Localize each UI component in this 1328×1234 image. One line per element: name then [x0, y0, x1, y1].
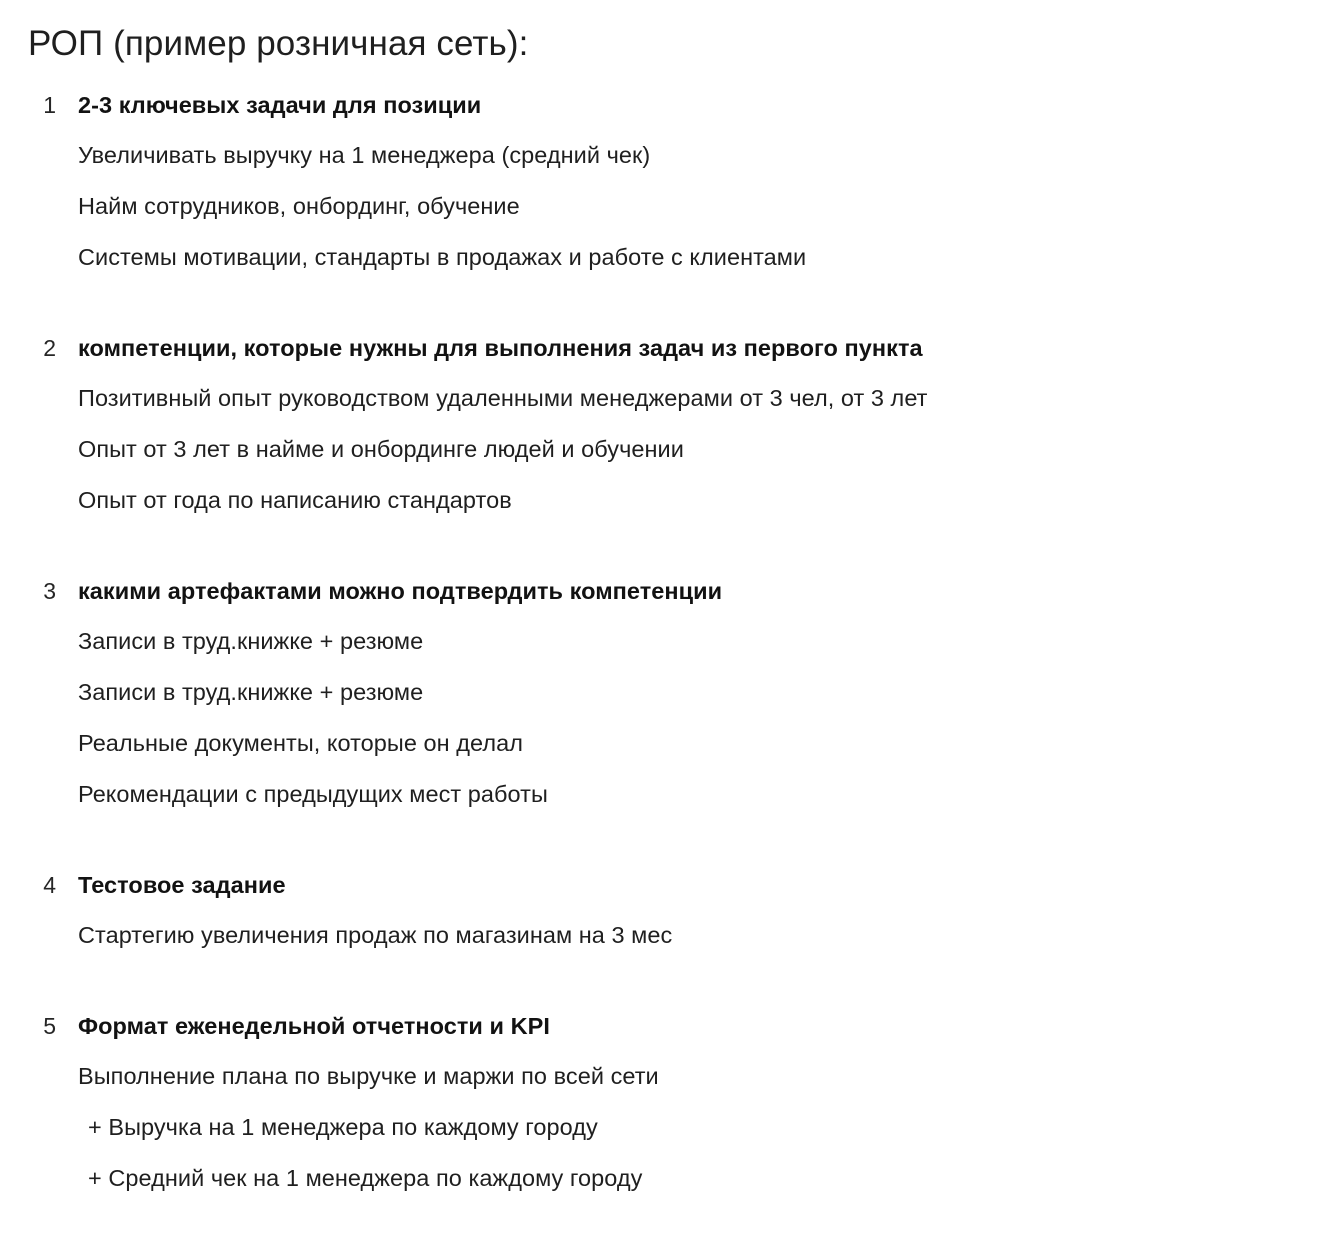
list-item: [28, 860, 1288, 961]
list-item-marker: 3: [43, 577, 56, 604]
list-item-detail: Системы мотивации, стандарты в продажах и работе с клиентами: [78, 243, 807, 270]
list-item-marker: 1: [43, 91, 56, 118]
list-item-detail: Стартегию увеличения продаж по магазинам на 3 мес: [78, 921, 673, 948]
list-item-detail: + Средний чек на 1 менеджера по каждому городу: [88, 1164, 643, 1191]
numbered-list: [28, 80, 1288, 1204]
list-item-title: Формат еженедельной отчетности и KPI: [78, 1012, 550, 1039]
page-title: РОП (пример розничная сеть):: [28, 24, 529, 63]
list-item-detail: Найм сотрудников, онбординг, обучение: [78, 192, 520, 219]
list-item-detail: Увеличивать выручку на 1 менеджера (средний чек): [78, 141, 651, 168]
list-item: [28, 566, 1288, 820]
list-item-body: [56, 566, 1288, 820]
list-item-detail: + Выручка на 1 менеджера по каждому городу: [88, 1113, 598, 1140]
list-item-detail: Опыт от 3 лет в найме и онбординге людей и обучении: [78, 435, 684, 462]
list-item-detail: Реальные документы, которые он делал: [78, 729, 524, 756]
list-item-body: [56, 860, 1288, 961]
list-item-detail: Позитивный опыт руководством удаленными менеджерами от 3 чел, от 3 лет: [78, 384, 928, 411]
list-item-body: [56, 1001, 1288, 1204]
list-item: [28, 80, 1288, 283]
list-item-title: компетенции, которые нужны для выполнения задач из первого пункта: [78, 334, 923, 361]
list-item-detail: Рекомендации с предыдущих мест работы: [78, 780, 548, 807]
list-item-title: Тестовое задание: [78, 871, 286, 898]
list-item-detail: Выполнение плана по выручке и маржи по всей сети: [78, 1062, 659, 1089]
list-item-marker: 2: [43, 334, 56, 361]
list-item-title: 2-3 ключевых задачи для позиции: [78, 91, 482, 118]
list-item-marker: 5: [43, 1012, 56, 1039]
list-item-detail: Записи в труд.книжке + резюме: [78, 678, 424, 705]
list-item-detail: Записи в труд.книжке + резюме: [78, 627, 424, 654]
list-item-body: [56, 80, 1288, 283]
list-item: [28, 1001, 1288, 1204]
list-item-marker: 4: [43, 871, 56, 898]
list-item: [28, 323, 1288, 526]
list-item-body: [56, 323, 1288, 526]
list-item-title: какими артефактами можно подтвердить компетенции: [78, 577, 723, 604]
list-item-detail: Опыт от года по написанию стандартов: [78, 486, 512, 513]
